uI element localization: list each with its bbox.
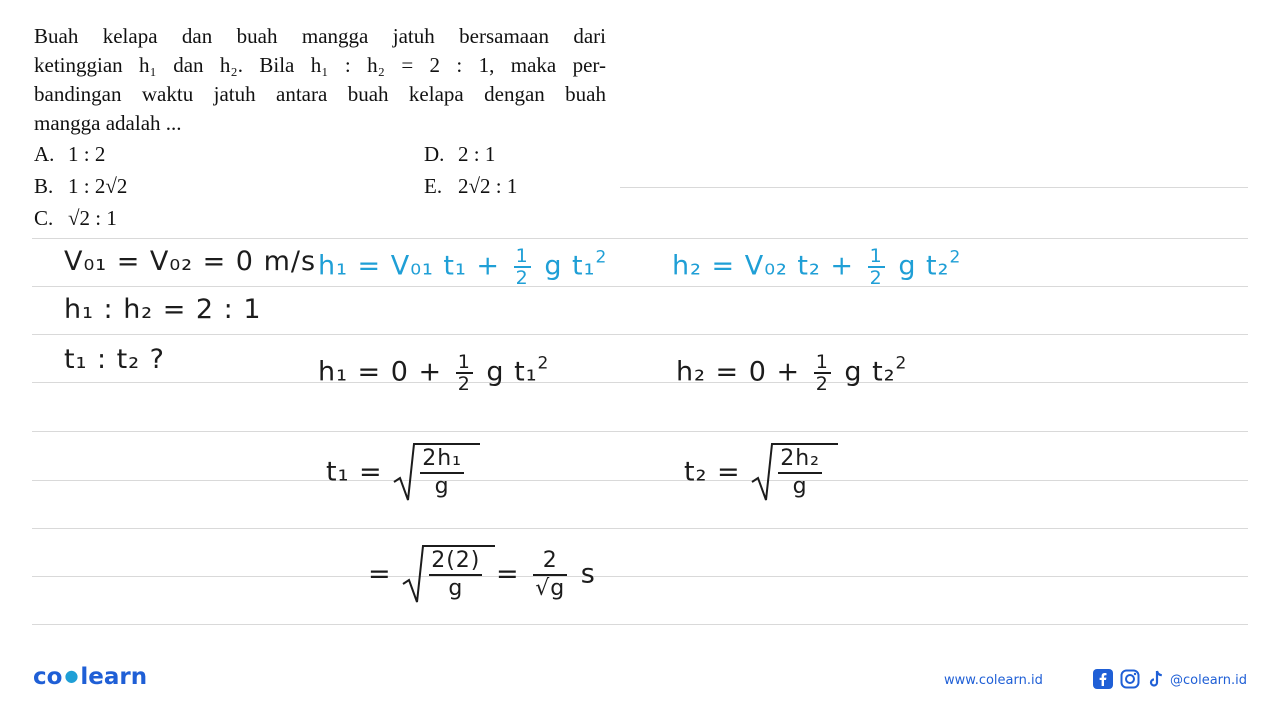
- social-handle[interactable]: @colearn.id: [1170, 673, 1248, 688]
- ruled-line: [32, 431, 1248, 432]
- ruled-line: [32, 576, 1248, 577]
- initial-velocity-equation: V₀₁ = V₀₂ = 0 m/s: [64, 246, 317, 277]
- tiktok-icon[interactable]: [1146, 669, 1166, 689]
- t1-substitution: [368, 548, 596, 602]
- fraction-numerator: 2h₂: [778, 446, 822, 474]
- unit-seconds: s: [580, 558, 596, 590]
- colearn-logo: [33, 664, 147, 690]
- fraction-numerator: 1: [515, 245, 529, 267]
- option-letter: B.: [34, 174, 54, 198]
- question-line: bandingan waktu jatuh antara buah kelapa dengan buah: [34, 82, 606, 106]
- h1-rhs: g t₁: [544, 250, 596, 282]
- ruled-line: [620, 187, 1248, 188]
- ruled-line: [32, 528, 1248, 529]
- fraction-numerator: 1: [815, 351, 829, 373]
- exponent: 2: [895, 353, 908, 374]
- fraction-denominator: 2: [869, 267, 883, 289]
- h1-sub-lhs: h₁ = 0 +: [318, 356, 443, 388]
- fraction-denominator: √g: [535, 576, 566, 601]
- t2-sqrt-equation: [684, 446, 826, 500]
- fraction-numerator: 1: [869, 245, 883, 267]
- half-fraction: [456, 352, 473, 394]
- square-root: [392, 446, 468, 500]
- fraction-numerator: 1: [457, 351, 471, 373]
- logo-dot: ●: [64, 666, 79, 685]
- fraction-numerator: 2(2): [429, 548, 482, 576]
- fraction-denominator: 2: [457, 373, 471, 395]
- fraction-denominator: 2: [815, 373, 829, 395]
- h2-substituted-equation: [676, 352, 907, 394]
- question-line: ketinggian h₁ dan h₂. Bila h₁ : h₂ = 2 : 1, maka per-: [34, 53, 606, 77]
- option-e: [424, 174, 517, 199]
- height-ratio: h₁ : h₂ = 2 : 1: [64, 294, 262, 325]
- ruled-line: [32, 286, 1248, 287]
- h1-sub-rhs: g t₁: [486, 356, 538, 388]
- option-b: [34, 174, 127, 199]
- fraction-denominator: g: [792, 474, 808, 499]
- option-text: 2 : 1: [458, 142, 496, 166]
- ruled-line: [32, 624, 1248, 625]
- half-fraction: [868, 246, 885, 288]
- option-text: 1 : 2√2: [68, 174, 128, 198]
- option-a: [34, 142, 105, 167]
- square-root: [750, 446, 826, 500]
- option-text: 1 : 2: [68, 142, 106, 166]
- fraction-numerator: 2: [533, 548, 567, 576]
- equals-sign: =: [495, 558, 520, 590]
- half-fraction: [814, 352, 831, 394]
- radical-sign-icon: [750, 442, 840, 504]
- fraction-denominator: 2: [515, 267, 529, 289]
- question-text: [34, 22, 606, 138]
- h2-lhs: h₂ = V₀₂ t₂ +: [672, 250, 855, 282]
- question-line: Buah kelapa dan buah mangga jatuh bersamaan dari: [34, 24, 606, 48]
- option-letter: E.: [424, 174, 443, 198]
- h2-sub-lhs: h₂ = 0 +: [676, 356, 801, 388]
- exponent: 2: [537, 353, 550, 374]
- t2-lhs: t₂ =: [684, 456, 741, 488]
- website-link[interactable]: www.colearn.id: [944, 673, 1043, 688]
- question-line: mangga adalah ...: [34, 111, 182, 135]
- ruled-line: [32, 480, 1248, 481]
- option-c: [34, 206, 117, 231]
- square-root: [401, 548, 486, 602]
- equals-sign: =: [368, 558, 392, 590]
- radical-sign-icon: [392, 442, 482, 504]
- logo-left: co: [33, 664, 63, 690]
- fraction-denominator: g: [448, 576, 464, 601]
- h1-lhs: h₁ = V₀₁ t₁ +: [318, 250, 501, 282]
- ruled-line: [32, 334, 1248, 335]
- h1-substituted-equation: [318, 352, 549, 394]
- h2-sub-rhs: g t₂: [844, 356, 896, 388]
- h1-kinematics-equation: [318, 246, 607, 288]
- fraction-denominator: g: [434, 474, 450, 499]
- ruled-line: [32, 382, 1248, 383]
- half-fraction: [514, 246, 531, 288]
- t1-sqrt-equation: [326, 446, 468, 500]
- exponent: 2: [595, 247, 608, 268]
- h2-kinematics-equation: [672, 246, 961, 288]
- instagram-icon[interactable]: [1120, 669, 1140, 689]
- t1-lhs: t₁ =: [326, 456, 383, 488]
- exponent: 2: [949, 247, 962, 268]
- h2-rhs: g t₂: [898, 250, 950, 282]
- option-letter: D.: [424, 142, 445, 166]
- option-text: 2√2 : 1: [458, 174, 518, 198]
- option-d: [424, 142, 495, 167]
- option-letter: A.: [34, 142, 55, 166]
- fraction-numerator: 2h₁: [420, 446, 464, 474]
- option-letter: C.: [34, 206, 54, 230]
- time-ratio-question: t₁ : t₂ ?: [64, 344, 165, 375]
- facebook-icon[interactable]: [1093, 669, 1113, 689]
- ruled-line: [32, 238, 1248, 239]
- logo-right: learn: [80, 664, 148, 690]
- radical-sign-icon: [401, 544, 497, 606]
- option-text: √2 : 1: [68, 206, 117, 230]
- result-fraction: [533, 548, 567, 602]
